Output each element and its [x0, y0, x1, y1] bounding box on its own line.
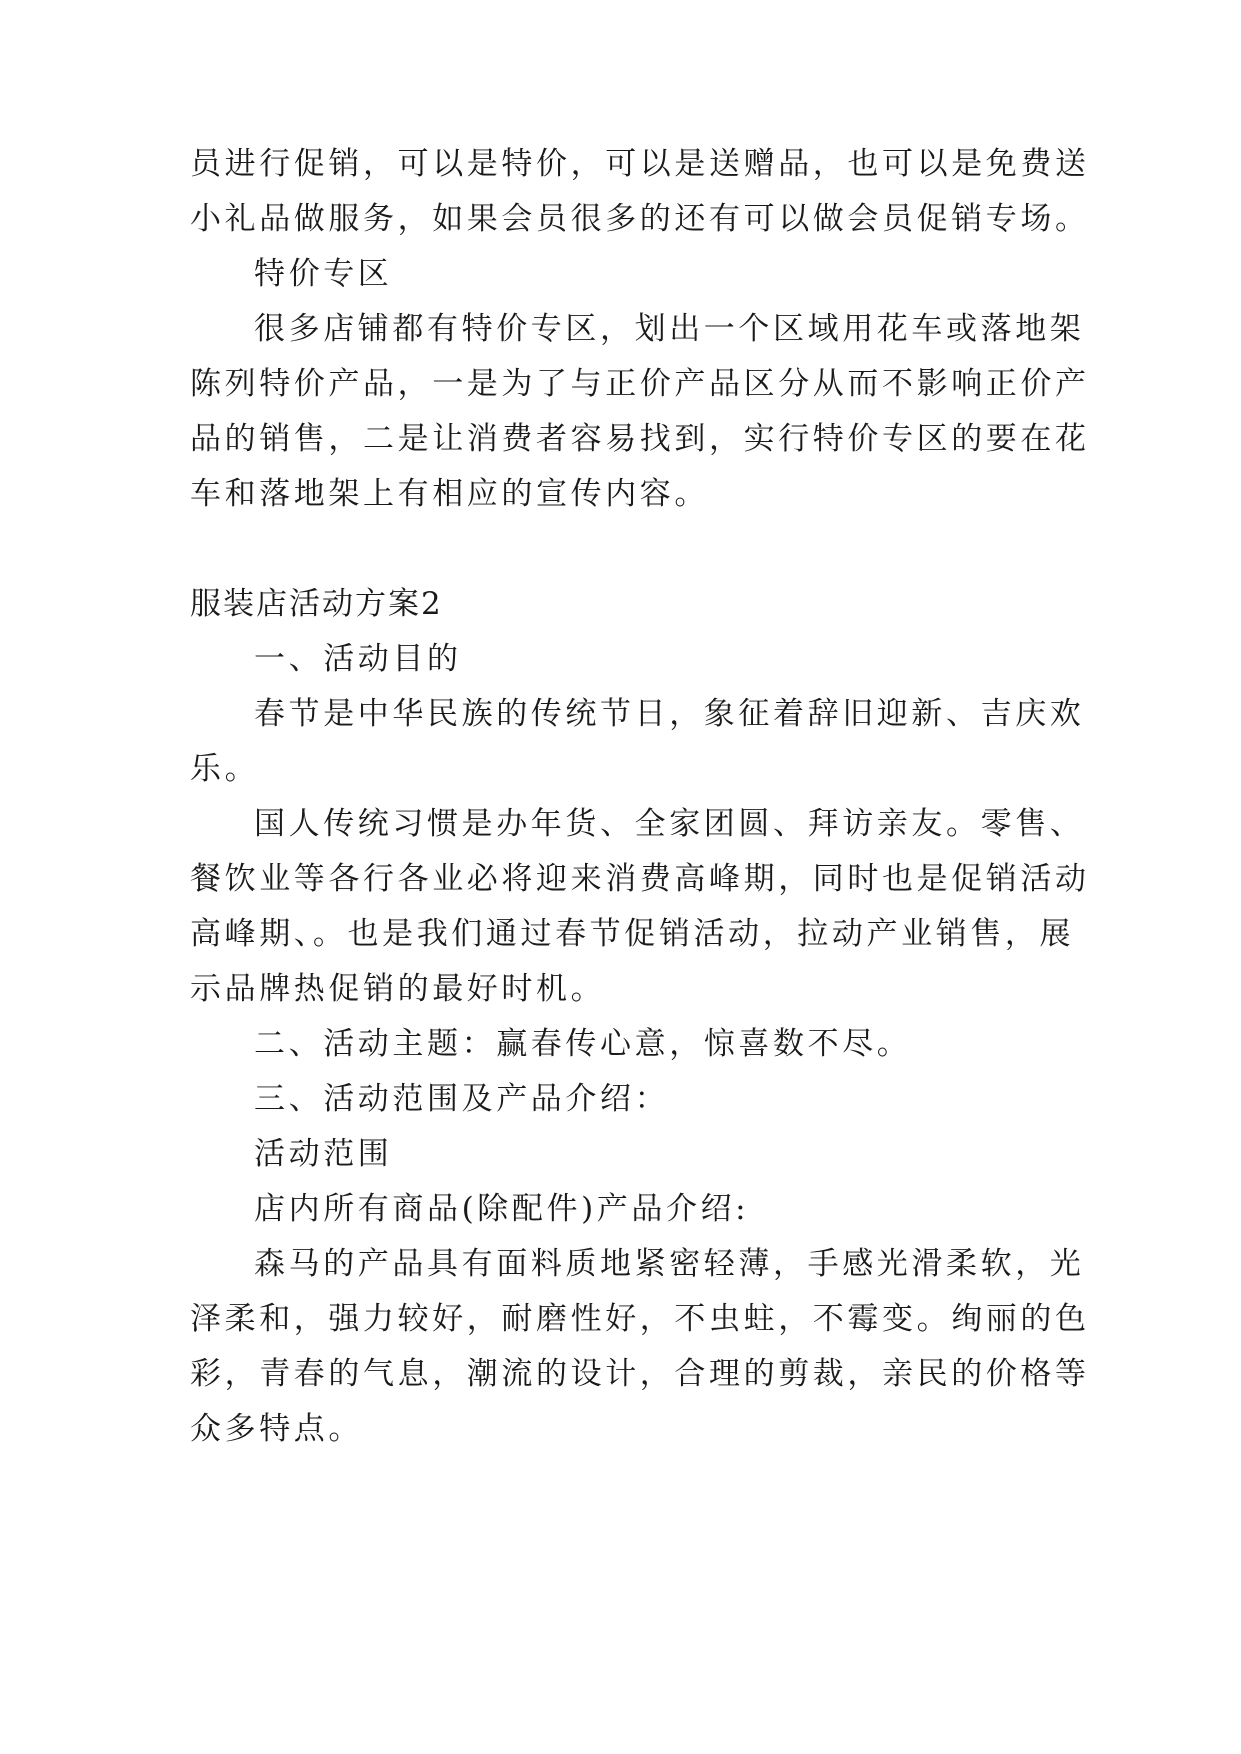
item-activity-theme: 二、活动主题：赢春传心意，惊喜数不尽。: [254, 1026, 912, 1062]
paragraph-traditions-line-2: 餐饮业等各行各业必将迎来消费高峰期，同时也是促销活动: [190, 861, 1090, 897]
scope-description: 店内所有商品(除配件)产品介绍:: [254, 1191, 750, 1227]
section-title: 服装店活动方案2: [190, 586, 443, 622]
paragraph-product-line-2: 泽柔和，强力较好，耐磨性好，不虫蛀，不霉变。绚丽的色: [190, 1301, 1090, 1337]
item-activity-purpose: 一、活动目的: [254, 641, 462, 677]
paragraph-spring-festival-line-1: 春节是中华民族的传统节日，象征着辞旧迎新、吉庆欢: [254, 696, 1085, 732]
paragraph-spring-festival-line-2: 乐。: [190, 751, 260, 787]
paragraph-traditions-line-3: 高峰期、。也是我们通过春节促销活动，拉动产业销售，展: [190, 916, 1075, 952]
subheading-activity-scope: 活动范围: [254, 1136, 393, 1172]
paragraph-member-promo-line-2: 小礼品做服务，如果会员很多的还有可以做会员促销专场。: [190, 201, 1090, 237]
paragraph-product-line-3: 彩，青春的气息，潮流的设计，合理的剪裁，亲民的价格等: [190, 1356, 1090, 1392]
paragraph-product-line-1: 森马的产品具有面料质地紧密轻薄，手感光滑柔软，光: [254, 1246, 1085, 1282]
paragraph-member-promo-line-1: 员进行促销，可以是特价，可以是送赠品，也可以是免费送: [190, 146, 1090, 182]
paragraph-special-zone-line-2: 陈列特价产品，一是为了与正价产品区分从而不影响正价产: [190, 366, 1090, 402]
item-activity-scope: 三、活动范围及产品介绍：: [254, 1081, 670, 1117]
paragraph-traditions-line-1: 国人传统习惯是办年货、全家团圆、拜访亲友。零售、: [254, 806, 1085, 842]
paragraph-special-zone-line-3: 品的销售，二是让消费者容易找到，实行特价专区的要在花: [190, 421, 1090, 457]
subheading-special-price-zone: 特价专区: [254, 256, 393, 292]
paragraph-special-zone-line-4: 车和落地架上有相应的宣传内容。: [190, 476, 709, 512]
paragraph-special-zone-line-1: 很多店铺都有特价专区，划出一个区域用花车或落地架: [254, 311, 1085, 347]
paragraph-traditions-line-4: 示品牌热促销的最好时机。: [190, 971, 606, 1007]
paragraph-product-line-4: 众多特点。: [190, 1411, 363, 1447]
